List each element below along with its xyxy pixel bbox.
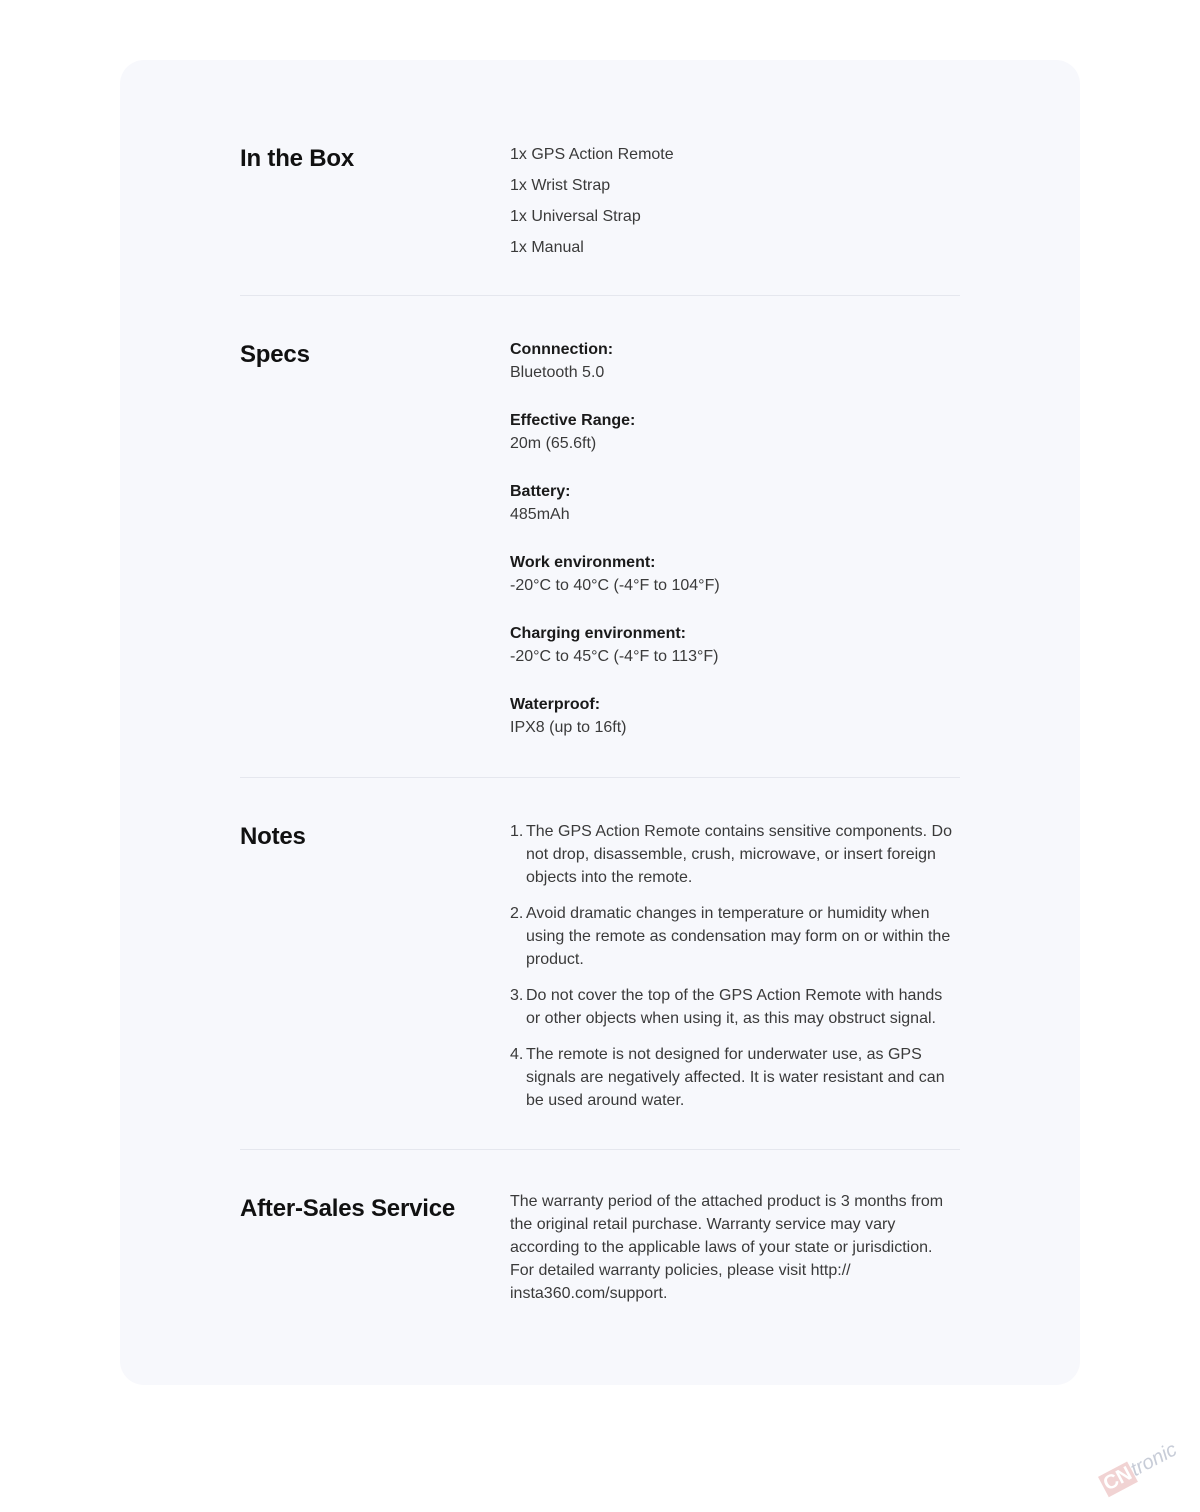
spec-label: Effective Range: bbox=[510, 409, 960, 432]
spec-item bbox=[510, 338, 960, 409]
note-number: 3. bbox=[510, 984, 523, 1007]
note-text: Avoid dramatic changes in temperature or humidity when using the remote as condensation may form on or within the product. bbox=[526, 905, 950, 968]
note-number: 1. bbox=[510, 820, 523, 843]
notes-title: Notes bbox=[240, 823, 306, 851]
product-info-card bbox=[120, 60, 1080, 1385]
in-the-box-list bbox=[510, 139, 960, 263]
note-item bbox=[510, 902, 960, 971]
spec-value: Bluetooth 5.0 bbox=[510, 361, 960, 384]
in-the-box-title: In the Box bbox=[240, 145, 354, 173]
spec-label: Work environment: bbox=[510, 551, 960, 574]
spec-item bbox=[510, 693, 960, 764]
after-sales-body bbox=[510, 1190, 960, 1305]
box-item: 1x GPS Action Remote bbox=[510, 139, 960, 170]
spec-label: Connnection: bbox=[510, 338, 960, 361]
spec-item bbox=[510, 409, 960, 480]
section-divider bbox=[240, 1149, 960, 1150]
spec-value: -20°C to 45°C (-4°F to 113°F) bbox=[510, 645, 960, 668]
note-item bbox=[510, 1043, 960, 1112]
note-item bbox=[510, 984, 960, 1030]
watermark-cn: CN bbox=[1098, 1461, 1138, 1497]
spec-item bbox=[510, 622, 960, 693]
note-text: The remote is not designed for underwater use, as GPS signals are negatively affected. It is water resistant and can be used around water. bbox=[526, 1046, 945, 1109]
note-number: 4. bbox=[510, 1043, 523, 1066]
section-divider bbox=[240, 777, 960, 778]
note-number: 2. bbox=[510, 902, 523, 925]
spec-label: Waterproof: bbox=[510, 693, 960, 716]
note-text: Do not cover the top of the GPS Action Remote with hands or other objects when using it, as this may obstruct signal. bbox=[526, 987, 942, 1027]
spec-value: 485mAh bbox=[510, 503, 960, 526]
box-item: 1x Wrist Strap bbox=[510, 170, 960, 201]
note-text: The GPS Action Remote contains sensitive components. Do not drop, disassemble, crush, microwave, or insert foreign objects into the remote. bbox=[526, 823, 952, 886]
spec-item bbox=[510, 480, 960, 551]
spec-value: -20°C to 40°C (-4°F to 104°F) bbox=[510, 574, 960, 597]
spec-label: Battery: bbox=[510, 480, 960, 503]
box-item: 1x Manual bbox=[510, 232, 960, 263]
watermark-text bbox=[1098, 1439, 1181, 1497]
note-item bbox=[510, 820, 960, 889]
warranty-text: The warranty period of the attached product is 3 months from the original retail purchase. Warranty service may vary according to the applicable laws of your state or jurisdiction. For detailed warranty policies, please visit http:// insta360.com/support. bbox=[510, 1190, 960, 1305]
notes-list bbox=[510, 820, 960, 1112]
spec-value: 20m (65.6ft) bbox=[510, 432, 960, 455]
section-divider bbox=[240, 295, 960, 296]
spec-item bbox=[510, 551, 960, 622]
notes-body bbox=[510, 820, 960, 1125]
specs-title: Specs bbox=[240, 341, 310, 369]
watermark-rest: tronic bbox=[1127, 1439, 1181, 1481]
box-item: 1x Universal Strap bbox=[510, 201, 960, 232]
in-the-box-body bbox=[510, 139, 960, 263]
specs-body bbox=[510, 338, 960, 764]
spec-label: Charging environment: bbox=[510, 622, 960, 645]
watermark-logo bbox=[1098, 1434, 1198, 1512]
after-sales-title: After-Sales Service bbox=[240, 1195, 455, 1223]
spec-value: IPX8 (up to 16ft) bbox=[510, 716, 960, 739]
